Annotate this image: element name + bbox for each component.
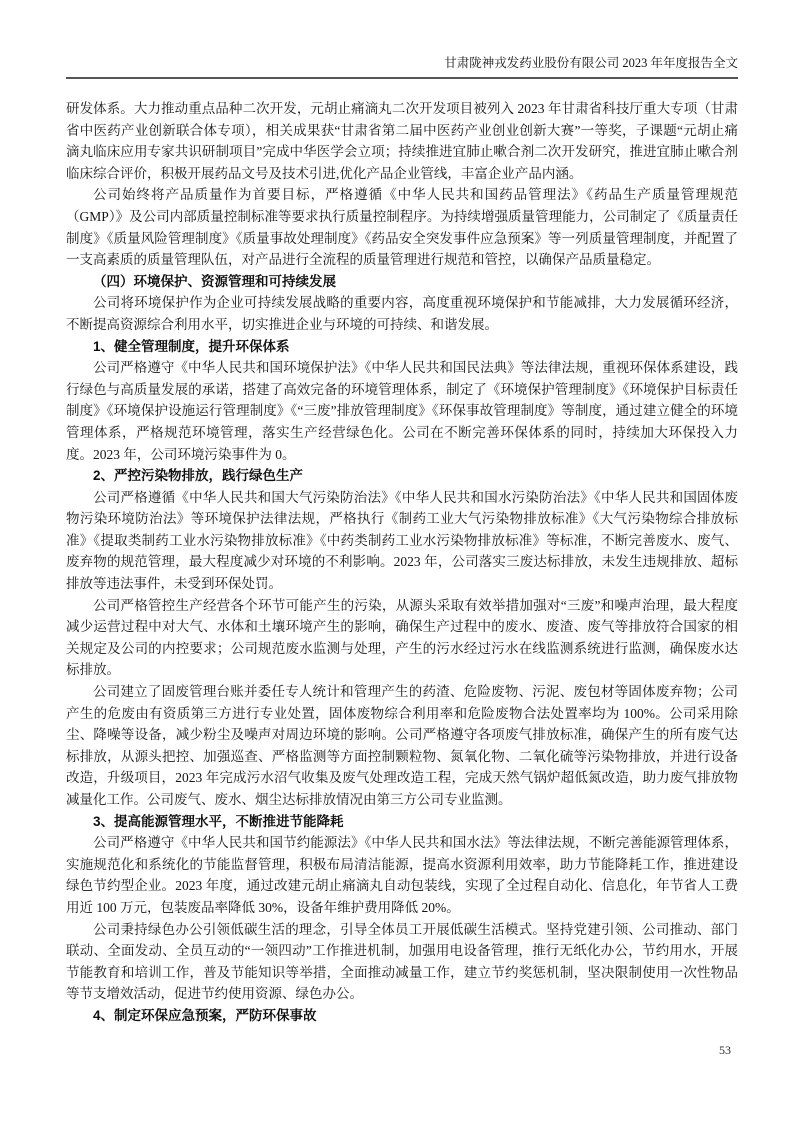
paragraph-pollution-management: 公司严格管控生产经营各个环节可能产生的污染，从源头采取有效举措加强对“三废”和噪声治理，最大程度减少运营过程中对大气、水体和土壤环境产生的影响，确保生产过程中的废水、废渣、废气等排放符合国家的相关规定及公司的内控要求；公司规范废水监测与处理，产生的污水经过污水在线监测系统进行监测，确保废水达标排放。	[66, 597, 738, 678]
paragraph-rd-continuation: 研发体系。大力推动重点品种二次开发，元胡止痛滴丸二次开发项目被列入 2023 年甘肃省科技厅重大专项（甘肃省中医药产业创新联合体专项），相关成果获“甘肃省第二届中医药产业创业创新大赛”一等奖，子课题“元胡止痛滴丸临床应用专家共识研制项目”完成中华医学会立项；持续推进宜肺止嗽合剂二次开发研究，推进宜肺止嗽合剂临床综合评价，积极开展药品文号及技术引进,优化产品企业管线，丰富企业产品内涵。	[66, 101, 738, 181]
paragraph-pollution-standards: 公司严格遵循《中华人民共和国大气污染防治法》《中华人民共和国水污染防治法》《中华人民共和国固体废物污染环境防治法》等环境保护法律法规，严格执行《制药工业大气污染物排放标准》《大气污染物综合排放标准》《提取类制药工业水污染物排放标准》《中药类制药工业水污染物排放标准》等标准，不断完善废水、废气、废弃物的规范管理，最大程度减少对环境的不利影响。2023 年，公司落实三废达标排放，未发生违规排放、超标排放等违法事件，未受到环保处罚。	[66, 489, 738, 592]
paragraph-green-office: 公司秉持绿色办公引领低碳生活的理念，引导全体员工开展低碳生活模式。坚持党建引领、公司推动、部门联动、全面发动、全员互动的“一领四动”工作推进机制，加强用电设备管理，推行无纸化办公，节约用水，开展节能教育和培训工作，普及节能知识等举措，全面推动减量工作，建立节约奖惩机制，坚决限制使用一次性物品等节支增效活动，促进节约使用资源、绿色办公。	[66, 921, 738, 1002]
heading-2-pollution-control: 2、严控污染物排放，践行绿色生产	[93, 468, 304, 484]
header-divider	[66, 77, 738, 79]
paragraph-solid-waste: 公司建立了固废管理台账并委任专人统计和管理产生的药渣、危险废物、污泥、废包材等固体废弃物；公司产生的危废由有资质第三方进行专业处置，固体废物综合利用率和危险废物合法处置率均为 100%。公司采用除尘、降噪等设备，减少粉尘及噪声对周边环境的影响。公司严格遵守各项废气排放标准，确保产生的所有废气达标排放，从源头把控、加强巡查、严格监测等方面控制颗粒物、氮氧化物、二氧化硫等污染物排放，并进行设备改造，升级项目，2023 年完成污水沼气收集及废气处理改造工程，完成天然气锅炉超低氮改造，助力废气排放物减量化工作。公司废气、废水、烟尘达标排放情况由第三方公司专业监测。	[66, 684, 738, 807]
report-body	[66, 98, 738, 1027]
report-header-title: 甘肃陇神戎发药业股份有限公司 2023 年年度报告全文	[444, 56, 738, 70]
heading-1-management-system: 1、健全管理制度，提升环保体系	[93, 338, 290, 354]
heading-section-4-environment: （四）环境保护、资源管理和可持续发展	[93, 273, 336, 289]
heading-4-emergency-plan: 4、制定环保应急预案，严防环保事故	[93, 1007, 317, 1023]
page-number: 53	[719, 1043, 731, 1057]
paragraph-environment-overview: 公司将环境保护作为企业可持续发展战略的重要内容，高度重视环境保护和节能减排，大力发展循环经济，不断提高资源综合利用水平，切实推进企业与环境的可持续、和谐发展。	[66, 295, 738, 332]
paragraph-energy-saving: 公司严格遵守《中华人民共和国节约能源法》《中华人民共和国水法》等法律法规，不断完善能源管理体系，实施规范化和系统化的节能监督管理，积极布局清洁能源，提高水资源利用效率，助力节能降耗工作，推进建设绿色节约型企业。2023 年度，通过改建元胡止痛滴丸自动包装线，实现了全过程自动化、信息化，年节省人工费用近 100 万元，包装废品率降低 30%，设备年维护费用降低 20%。	[66, 835, 738, 915]
paragraph-quality-management: 公司始终将产品质量作为首要目标，严格遵循《中华人民共和国药品管理法》《药品生产质量管理规范（GMP）》及公司内部质量控制标准等要求执行质量控制程序。为持续增强质量管理能力，公司制定了《质量责任制度》《质量风险管理制度》《质量事故处理制度》《药品安全突发事件应急预案》等一列质量管理制度，并配置了一支高素质的质量管理队伍，对产品进行全流程的质量管理进行规范和管控，以确保产品质量稳定。	[66, 187, 738, 268]
paragraph-environment-laws: 公司严格遵守《中华人民共和国环境保护法》《中华人民共和国民法典》等法律法规，重视环保体系建设，践行绿色与高质量发展的承诺，搭建了高效完备的环境管理体系，制定了《环境保护管理制度》《环境保护目标责任制度》《环境保护设施运行管理制度》《“三废”排放管理制度》《环保事故管理制度》等制度，通过建立健全的环境管理体系，严格规范环境管理，落实生产经营绿色化。公司在不断完善环保体系的同时，持续加大环保投入力度。2023 年，公司环境污染事件为 0。	[66, 360, 738, 462]
heading-3-energy-management: 3、提高能源管理水平，不断推进节能降耗	[93, 813, 344, 829]
